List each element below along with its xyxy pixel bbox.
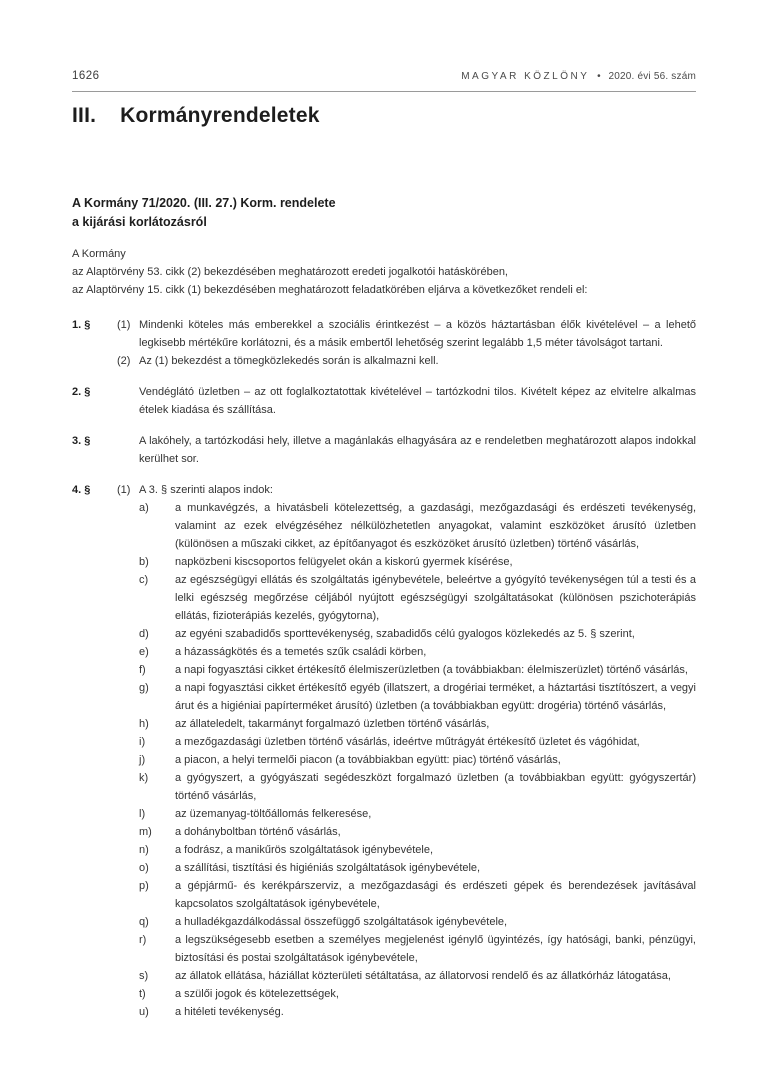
list-marker: j) [139,754,146,766]
list-text: a fodrász, a manikűrös szolgáltatások igénybevétele, [175,844,434,856]
list-text: a gépjármű- és kerékpárszerviz, a mezőgazdasági és erdészeti gépek és berendezések javításával kapcsolatos szolgáltatások igénybevétele, [175,880,696,910]
chapter-title: Kormányrendeletek [120,104,320,127]
decree-title-line1: A Kormány 71/2020. (III. 27.) Korm. rendelete [72,196,336,210]
list-marker: u) [139,1006,149,1018]
preamble-line: az Alaptörvény 15. cikk (1) bekezdésében meghatározott feladatkörében eljárva a következőket rendeli el: [72,284,588,296]
list-item-a [139,499,696,553]
list-marker: o) [139,862,149,874]
list-item-p [139,877,696,913]
list-item-c [139,571,696,625]
subsection-number: (1) [117,319,131,331]
section-1 [72,316,696,370]
list-marker: n) [139,844,149,856]
list-item-s [139,967,696,985]
list-text: az üzemanyag-töltőállomás felkeresése, [175,808,372,820]
list-marker: l) [139,808,146,820]
subsection-number: (2) [117,355,131,367]
list-item-r [139,931,696,967]
list-text: a mezőgazdasági üzletben történő vásárlás, ideértve műtrágyát értékesítő üzletet és vágóhidat, [175,736,640,748]
running-header [72,70,696,92]
section-label: 2. § [72,386,91,398]
section-3 [72,432,696,468]
chapter-number: III. [72,104,97,127]
list-text: a gyógyszert, a gyógyászati segédeszközt forgalmazó üzletben (a továbbiakban együtt: gyógyszertár) történő vásárlás, [175,772,696,802]
list-text: az állatok ellátása, háziállat közterületi sétáltatása, az állatorvosi rendelő és az állatkórház látogatása, [175,970,671,982]
list-item-u [139,1003,696,1021]
list-item-b [139,553,696,571]
section-label: 4. § [72,484,91,496]
chapter-heading [72,104,696,128]
list-item-q [139,913,696,931]
list-item-g [139,679,696,715]
decree-body [72,316,696,1021]
page-number: 1626 [72,70,100,82]
issue-number: 2020. évi 56. szám [608,71,696,82]
decree-title-line2: a kijárási korlátozásról [72,215,207,229]
decree-title [72,194,696,232]
list-item-e [139,643,696,661]
list-item-h [139,715,696,733]
list-marker: m) [139,826,152,838]
list-item-j [139,751,696,769]
list-text: az egészségügyi ellátás és szolgáltatás igénybevétele, beleértve a gyógyító tevékenységen túl a testi és a lelki egészség megőrzése céljából nyújtott egészségügyi szolgáltatásokat (különösen pszichoterápiás ellátás, fizioterápiás kezelés, gyógytorna), [175,574,696,622]
subsection-4-1 [117,481,696,1021]
list-item-o [139,859,696,877]
list-item-m [139,823,696,841]
list-item-f [139,661,696,679]
list-text: napközbeni kiscsoportos felügyelet okán a kiskorú gyermek kísérése, [175,556,513,568]
list-text: a dohányboltban történő vásárlás, [175,826,341,838]
list-item-k [139,769,696,805]
list-marker: h) [139,718,149,730]
subsection-text: Az (1) bekezdést a tömegközlekedés során is alkalmazni kell. [139,355,439,367]
list-text: a hitéleti tevékenység. [175,1006,284,1018]
journal-title: MAGYAR KÖZLÖNY [461,71,590,82]
section-label: 1. § [72,319,91,331]
list-marker: q) [139,916,149,928]
list-marker: b) [139,556,149,568]
list-text: a legszükségesebb esetben a személyes megjelenést igénylő ügyintézés, így hatósági, banki, pénzügyi, biztosítási és postai szolgáltatások igénybevétele, [175,934,696,964]
section-body [117,481,696,1021]
list-marker: t) [139,988,146,1000]
list-text: a házasságkötés és a temetés szűk családi körben, [175,646,427,658]
subsection-text: Mindenki köteles más emberekkel a szociális érintkezést – a közös háztartásban élők kivételével – a lehető legkisebb mértékűre korlátozni, és a másik embertől lehetőség szerint legalább 1,5 méter távolságot tartani. [139,319,696,349]
journal-masthead [461,71,696,82]
subsection-1-1 [117,316,696,352]
section-body [117,316,696,370]
list-marker: p) [139,880,149,892]
section-4 [72,481,696,1021]
list-text: a szállítási, tisztítási és higiéniás szolgáltatások igénybevétele, [175,862,481,874]
list-item-l [139,805,696,823]
list-text: az egyéni szabadidős sporttevékenység, szabadidős célú gyalogos közlekedés az 5. § szerint, [175,628,635,640]
section-body [117,383,696,419]
list-marker: a) [139,502,149,514]
subsection-1-2 [117,352,696,370]
subsection-number: (1) [117,484,131,496]
list-marker: s) [139,970,149,982]
list-marker: f) [139,664,146,676]
list-marker: i) [139,736,146,748]
list-item-t [139,985,696,1003]
bullet-separator: • [597,71,601,82]
list-text: az állateledelt, takarmányt forgalmazó üzletben történő vásárlás, [175,718,490,730]
preamble-line: A Kormány [72,248,126,260]
section-body [117,432,696,468]
subsection-intro: A 3. § szerinti alapos indok: [139,484,273,496]
list-text: a napi fogyasztási cikket értékesítő élelmiszerüzletben (a továbbiakban: élelmiszerüzlet) történő vásárlás, [175,664,688,676]
list-marker: k) [139,772,149,784]
section-text: Vendéglátó üzletben – az ott foglalkoztatottak kivételével – tartózkodni tilos. Kivételt képez az elvitelre alkalmas ételek kiadása és szállítása. [139,386,696,416]
list-marker: e) [139,646,149,658]
list-marker: d) [139,628,149,640]
list-marker: r) [139,934,147,946]
list-text: a munkavégzés, a hivatásbeli kötelezettség, a gazdasági, mezőgazdasági és erdészeti tevékenység, valamint az ezek elvégzéséhez nélkülözhetetlen anyagokat, valamint eszközöket árusító üzletben (különösen a műszaki cikket, az építőanyagot és eszközöket árusító üzletben) történő vásárlás, [175,502,696,550]
section-2 [72,383,696,419]
list-text: a piacon, a helyi termelői piacon (a továbbiakban együtt: piac) történő vásárlás, [175,754,561,766]
list-item-i [139,733,696,751]
list-text: a napi fogyasztási cikket értékesítő egyéb (illatszert, a drogériai terméket, a háztartási tisztítószert, a vegyi árut és a higiéniai papírterméket árusító) üzletben (a továbbiakban együtt: drogéria) történő vásárlás, [175,682,696,712]
list-item-d [139,625,696,643]
preamble-line: az Alaptörvény 53. cikk (2) bekezdésében meghatározott eredeti jogalkotói hatáskörében, [72,266,508,278]
list-marker: c) [139,574,149,586]
subsection-content [139,481,696,1021]
list-item-n [139,841,696,859]
section-text: A lakóhely, a tartózkodási hely, illetve a magánlakás elhagyására az e rendeletben meghatározott alapos indokkal kerülhet sor. [139,435,696,465]
preamble [72,245,696,299]
list-text: a szülői jogok és kötelezettségek, [175,988,339,1000]
section-label: 3. § [72,435,91,447]
list-text: a hulladékgazdálkodással összefüggő szolgáltatások igénybevétele, [175,916,508,928]
list-marker: g) [139,682,149,694]
